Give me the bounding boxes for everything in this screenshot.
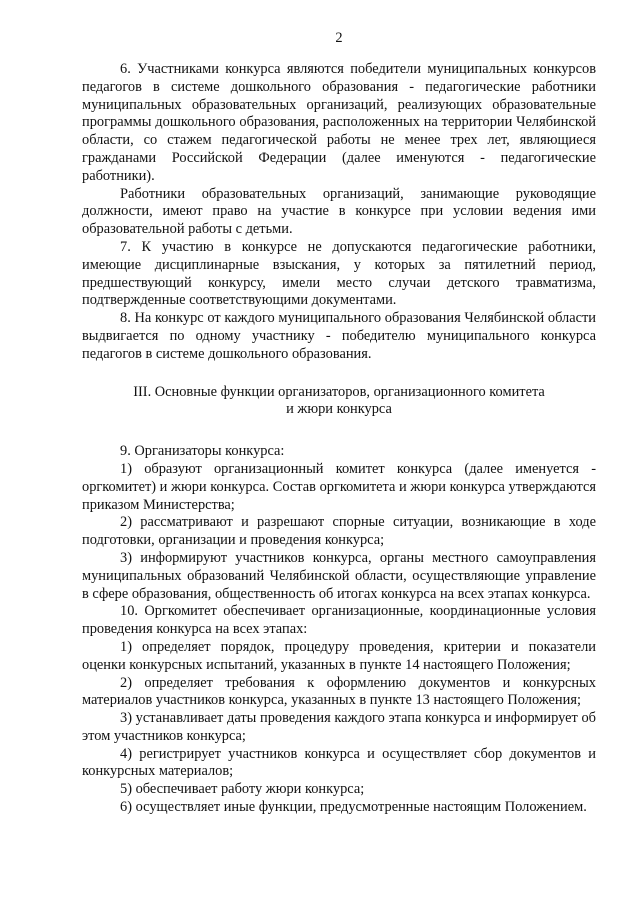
section-heading-line-1: III. Основные функции организаторов, организационного комитета (133, 383, 545, 400)
paragraph-managers-eligibility: Работники образовательных организаций, занимающие руководящие должности, имеют право на участие в конкурсе при условии ведения ими образовательной работы с детьми. (82, 185, 596, 238)
paragraph-item-9-2: 2) рассматривают и разрешают спорные ситуации, возникающие в ходе подготовки, организации и проведения конкурса; (82, 514, 596, 549)
paragraph-item-10-2: 2) определяет требования к оформлению документов и конкурсных материалов участников конкурса, указанных в пункте 13 настоящего Положения; (82, 674, 596, 709)
paragraph-item-8: 8. На конкурс от каждого муниципального образования Челябинской области выдвигается по одному участнику - победителю муниципального конкурса педагогов в системе дошкольного образования. (82, 310, 596, 362)
paragraph-item-9-3: 3) информируют участников конкурса, органы местного самоуправления муниципальных образований Челябинской области, осуществляющие управление в сфере образования, общественность об итогах конкурса на всех этапах конкурса. (82, 549, 596, 602)
paragraph-item-9-1: 1) образуют организационный комитет конкурса (далее именуется - оргкомитет) и жюри конкурса. Состав оргкомитета и жюри конкурса утверждаются приказом Министерства; (82, 460, 596, 513)
document-page (82, 30, 596, 817)
section-heading-line-2: и жюри конкурса (286, 401, 392, 418)
paragraph-item-10-3: 3) устанавливает даты проведения каждого этапа конкурса и информирует об этом участников конкурса; (82, 710, 596, 744)
paragraph-item-6: 6. Участниками конкурса являются победители муниципальных конкурсов педагогов в системе дошкольного образования - педагогические работники муниципальных образовательных организаций, реализующих образовательные программы дошкольного образования, расположенных на территории Челябинской области, со стажем педагогической работы не менее трех лет, являющиеся гражданами Российской Федерации (далее именуются - педагогические работники). (82, 61, 596, 184)
paragraph-item-10-1: 1) определяет порядок, процедуру проведения, критерии и показатели оценки конкурсных испытаний, указанных в пункте 14 настоящего Положения; (82, 638, 596, 673)
paragraph-item-10-5: 5) обеспечивает работу жюри конкурса; (120, 781, 365, 798)
paragraph-item-10: 10. Оргкомитет обеспечивает организационные, координационные условия проведения конкурса на всех этапах: (82, 603, 596, 638)
page-number: 2 (335, 30, 343, 46)
paragraph-item-9: 9. Организаторы конкурса: (120, 443, 285, 460)
paragraph-item-10-4: 4) регистрирует участников конкурса и осуществляет сбор документов и конкурсных материалов; (82, 745, 596, 780)
paragraph-item-10-6: 6) осуществляет иные функции, предусмотренные настоящим Положением. (120, 799, 587, 816)
paragraph-item-7: 7. К участию в конкурсе не допускаются педагогические работники, имеющие дисциплинарные взыскания, у которых за пятилетний период, предшествующий конкурсу, имели место случаи детского травматизма, подтвержденные соответствующими документами. (82, 238, 596, 309)
section-heading (82, 384, 596, 420)
